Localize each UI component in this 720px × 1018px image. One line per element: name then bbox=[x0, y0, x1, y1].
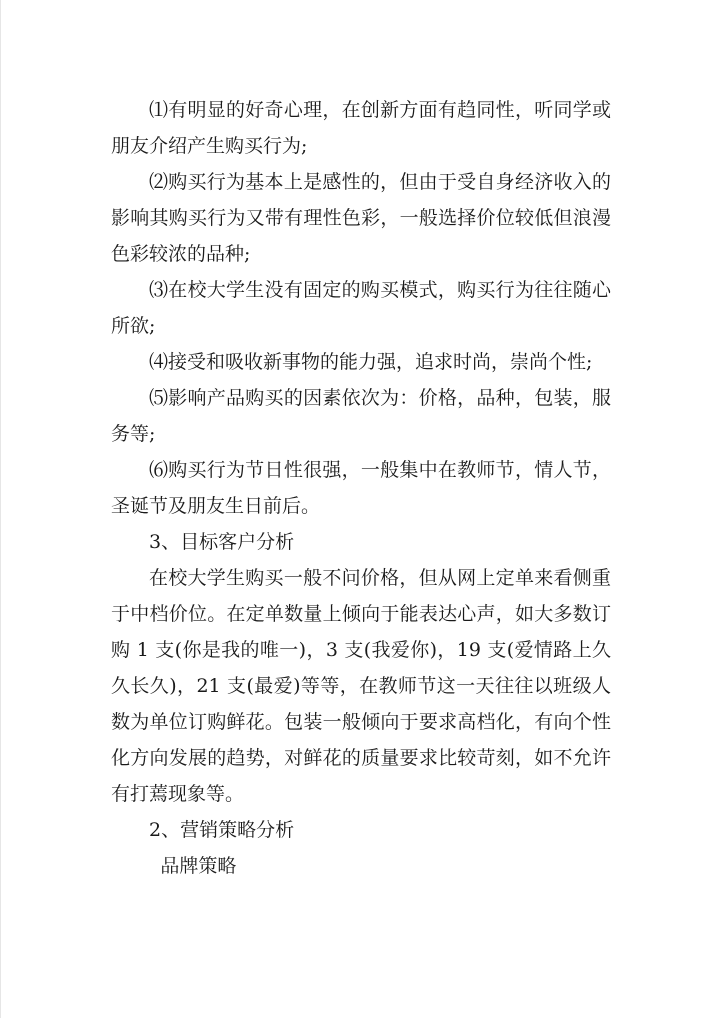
list-item-3: ⑶在校大学生没有固定的购买模式，购买行为往往随心所欲; bbox=[111, 279, 611, 337]
subsection-heading-brand-strategy: 品牌策略 bbox=[160, 855, 237, 877]
list-item-1: ⑴有明显的好奇心理，在创新方面有趋同性，听同学或朋友介绍产生购买行为; bbox=[111, 99, 611, 157]
document-content bbox=[111, 92, 611, 884]
list-item-4: ⑷接受和吸收新事物的能力强，追求时尚，崇尚个性; bbox=[149, 351, 593, 373]
list-item-6: ⑹购买行为节日性很强，一般集中在教师节，情人节，圣诞节及朋友生日前后。 bbox=[111, 459, 611, 517]
section-heading-target-customers: 3、目标客户分析 bbox=[149, 531, 295, 553]
section-heading-marketing-strategy: 2、营销策略分析 bbox=[149, 819, 295, 841]
section-body-target-customers: 在校大学生购买一般不问价格，但从网上定单来看侧重于中档价位。在定单数量上倾向于能表达心声，如大多数订购 1 支(你是我的唯一)，3 支(我爱你)，19 支(爱情路上久久长久)，21 支(最爱)等等，在教师节这一天往往以班级人数为单位订购鲜花。包装一般倾向于要求高档化，有向个性化方向发展的趋势，对鲜花的质量要求比较苛刻，如不允许有打蔫现象等。 bbox=[111, 567, 611, 805]
list-item-2: ⑵购买行为基本上是感性的，但由于受自身经济收入的影响其购买行为又带有理性色彩，一般选择价位较低但浪漫色彩较浓的品种; bbox=[111, 171, 611, 265]
list-item-5: ⑸影响产品购买的因素依次为：价格，品种，包装，服务等; bbox=[111, 387, 611, 445]
